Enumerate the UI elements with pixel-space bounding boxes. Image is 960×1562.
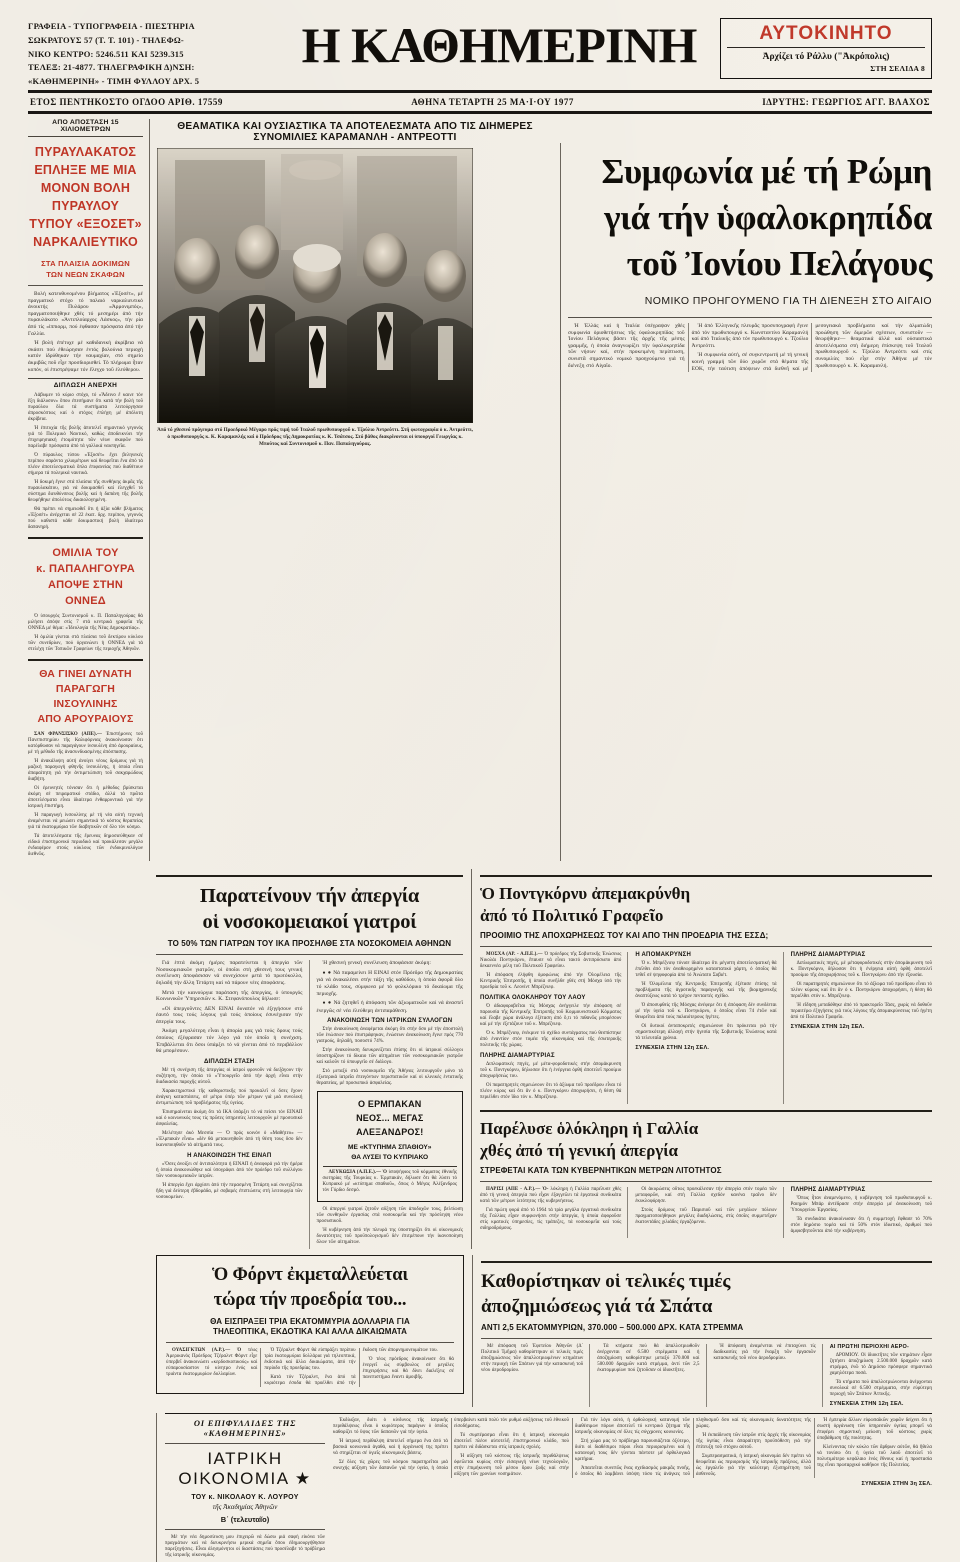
feuilleton-block [156,1413,932,1562]
ford-p4: Ὁ τέως πρόεδρος ἀνακοίνωσε ὅτι θά ἐνεργεῖ ὡς σύμβουλος σέ μεγάλες ἐπιχειρήσεις καί θά δίνει διαλέξεις σέ πανεπιστήμια ἔναντι ἀμοιβῆς. [362,1357,454,1381]
feuilleton-band [28,1413,932,1562]
main-headline [568,143,932,287]
masthead-rule-bottom [28,111,932,114]
papaligouras-body [28,614,143,653]
france-headline-line-1: Παρέλυσε ὁλόκληρη ἡ Γαλλία [480,1119,699,1139]
doctors-col1-text [156,960,303,1055]
france-col-2 [635,1187,783,1238]
middle-column [150,119,560,861]
missile-cont-p2: Ἡ ἐπιτυχία τῆς βολῆς ἀποτελεῖ σημαντικό γεγονός γιά τό Πολεμικό Ναυτικό, καθώς ἀποδεικνύει τήν ἐπιχειρησιακή ἑτοιμότητα τῶν νέων σκαφῶν πού παρέλαβε πρόσφατα ἀπό τά γαλλικά ναυπηγεῖα. [28,426,143,450]
spata-headline-line-1: Καθορίστηκαν οἱ τελικές τιμές [481,1271,731,1293]
france-col2-text [635,1187,776,1226]
podgorny-c3-p1: Διπλωματικές πηγές, μέ μέταφοροδοτικές στήν ἀπομάκρυνση τοῦ κ. Ποντγκόρνυ, δήλωσαν ὅτι ἡ ἐνέργεια αὐτή ὀρθή ἀποτελεῖ προοίμιο τῆς ἀποχωρήσεως τοῦ κ. Ποντγκόρνυ ἀπό τήν ἐξουσία. [790,961,932,979]
feuilleton-col0 [165,1535,325,1559]
insulin-p4: Ἡ παραγωγή ἰνσουλίνης μέ τή νέα αὐτή τεχνική ἀναμένεται νά μειώσει σημαντικά τό κόστος θεραπείας γιά τά ἑκατομμύρια τῶν διαβητικῶν σέ ὅλο τόν κόσμο. [28,813,143,831]
podgorny-col-1 [480,952,628,1104]
france-c1-p1 [480,1187,621,1205]
podgorny-headline-line-2: ἀπό τό Πολιτικό Γραφεῖο [480,906,664,926]
doctors-c1-x3: Ἐπισημαίνεται ἀκόμη ὅτι τά ΙΚΑ ὑπάρξει τό νά πείσει τόν ΕΙΝΑΠ καί ὁ κοινωνικός τους τίς πρῶτες ὑπηρεσίες λειτουργοῦν μέ προσωπικό ἀσφαλείας. [156,1109,303,1127]
promo-divider [727,47,925,48]
insulin-line-3: ΑΠΟ ΑΡΟΥΡΑΙΟΥΣ [37,713,134,726]
podgorny-continued: ΣΥΝΕΧΕΙΑ ΣΤΗΝ 12η ΣΕΛ. [635,1045,710,1052]
podgorny-c1-p2: Ἡ ἀπόφαση ἐλήφθη ὁμοφώνως ἀπό τήν Ὁλομέλεια τῆς Κεντρικῆς Ἐπιτροπῆς, ἡ ὁποία συνῆλθε χθές στή Μόσχα ὑπό τήν προεδρία τοῦ κ. Λεονίντ Μπρέζνιεφ. [480,973,622,991]
promo-title: ΑΥΤΟΚΙΝΗΤΟ [759,23,893,44]
publication-date: ΑΘΗΝΑ ΤΕΤΑΡΤΗ 25 ΜΑ·Ι·ΟΥ 1977 [411,97,574,107]
feuilleton-c3: Ἡ ἰατρική περίθαλψη ἀποτελεῖ σήμερα ἕνα ἀπό τά βασικά κοινωνικά ἀγαθά, καί ἡ ὀργάνωσή της πρέπει νά στηρίζεται σέ ὑγιεῖς οἰκονομικές βάσεις. [333,1439,448,1457]
doctors-columns [156,960,463,1249]
podgorny-col1-extra2 [480,1062,621,1101]
main-headline-line-1: Συμφωνία μέ τή Ρώμη [601,152,932,191]
promo-subtitle: Ἀρχίζει τό Ράλλυ ("Ἀκρόπολις) [762,52,890,62]
missile-body-p1: Βολή κατευθυνομένου βλήματος «Ἐξοσέτ», μέ πραγματικό στόχο τό παλαιό ναρκαλιευτικό ἀνοικτής Πυλάρου «Ἀρμονιμπός», πραγματοποιήθηκε χθές τό μεσημέρι ἀπό τήν πυραυλάκατο «Ἀντιπλοίαρχος Λάσκος», τήν ρία ἀπό τίς «ἱππιορμ, πού ἐφθασαν πρόσφατα ἀπό τήν Γαλλία. [28,291,143,337]
doctors-col1-extra [156,1068,303,1149]
doctors-c1-p4: Ἀκόμη μεγαλύτερη εἶναι ἡ ἀπορία μας γιά τούς ὅρους τούς ὁποίους ἐξέφρασαν τόν λόγο γιά τόν ὁποῖο ἡ συνέχιση. Ἐπιβάλλεται ὅτι ὅσοι ὑπάρξει τό νά γίνεται ἀπό τό περιβάλλον θά μπορέσουν. [156,1028,303,1055]
podgorny-c1-p4: Ὁ κ. Μπρέζνιεφ, ἐνέκρινε τό σχέδιο συντάγματος πού θεσπίστηκε ἀπό ἐναντίον στόν τομέα τῆς οἰκονομίας καί τῆς ἐσωτερικῆς πολιτικῆς τῆς χώρας. [480,1031,622,1049]
left-column [28,119,150,861]
doctors-subheadline: ΤΟ 50% ΤΩΝ ΓΙΑΤΡΩΝ ΤΟΥ ΙΚΑ ΠΡΟΣΗΛΘΕ ΣΤΑ ΝΟΣΟΚΟΜΕΙΑ ΑΘΗΝΩΝ [167,939,452,949]
missile-cont-p5: Θά πρέπει νά σημειωθεῖ ὅτι ἡ ἀξία κάθε βλήματος «Ἐξοσέτ» ἀνέρχεται σέ 22 ἑκατ. δρχ. περίπου, γεγονός πού καθιστά κάθε δοκιμαστική βολή ἰδιαίτερα δαπανηρή. [28,507,143,531]
imprint-line-1: ΓΡΑΦΕΙΑ - ΤΥΠΟΓΡΑΦΕΙΑ - ΠΙΕΣΤΗΡΙΑ [28,21,195,31]
feuilleton-layout [165,1418,932,1562]
founder-credit: ΙΔΡΥΤΗΣ: ΓΕΩΡΓΙΟΣ ΑΓΓ. ΒΛΑΧΟΣ [762,97,930,107]
photo-figures [157,148,473,423]
doctors-col1-extra2 [156,1162,303,1201]
france-c3-p2: Τά συνδικάτα ἀνακοίνωσαν ὅτι ἡ συμμετοχή ἔφθασε τό 70% στόν δημόσιο τομέα καί τό 50% στόν ἰδιωτικό, ἀριθμοί πού ἀμφισβητοῦνται ἀπό τήν κυβέρνηση. [790,1217,932,1235]
france-columns [480,1187,932,1238]
spata-side-title: ΑΙ ΠΡΩΤΗΙ ΠΕΡΙΟΧΗΙ ΑΕΡΟ- [829,1344,910,1351]
ford-sub-line-2: ΤΗΛΕΟΠΤΙΚΑ, ΕΚΔΟΤΙΚΑ ΚΑΙ ΑΛΛΑ ΔΙΚΑΙΩΜΑΤΑ [212,1327,408,1337]
podgorny-col1-text [480,952,621,991]
third-band-spacer [28,1255,156,1407]
france-col3-text [791,1196,932,1235]
missile-headline-line-1: ΠΥΡΑΥΛΑΚΑΤΟΣ [34,145,137,159]
lead-photo [157,148,473,423]
insulin-p2: Ἡ ἀνακάλυψη αὐτή ἀνοίγει νέους δρόμους γιά τή μαζική παραγωγή φθηνῆς ἰνσουλίνης, ἡ ὁποία εἶναι ἀπαραίτητη γιά τήν ἀντιμετώπιση τοῦ σακχαρώδους διαβήτη. [28,759,143,783]
spata-divider [481,1338,932,1339]
spata-c1: Μέ ἀπόφαση τοῦ Ἐφετείου Ἀθηνῶν (Δ΄ Πολιτικό Τμῆμα) καθορίστηκαν οἱ τελικές τιμές ἀποζημιώσεως τῶν ἀπαλλοτριωμένων κτημάτων στήν περιοχή τῶν Σπάτων γιά τήν κατασκευή τοῦ νέου ἀεροδρομίου. [481,1344,584,1374]
left-divider-3 [28,659,143,661]
missile-kicker: ΑΠΟ ΑΠΟΣΤΑΣΗ 15 ΧΙΛΙΟΜΕΤΡΩΝ [28,119,143,137]
podgorny-label-4: ΠΛΗΡΗΣ ΔΙΑΜΑΡΤΥΡΙΑΣ [790,952,866,959]
podgorny-label-2: Η ΑΠΟΜΑΚΡΥΝΣΗ [635,952,691,959]
main-body-p1: Ἡ Ἑλλάς καί ἡ Ἰταλία ὑπέγραψαν χθές συμφωνία ὁριοθετήσεως τῆς ὑφαλοκρηπίδας τοῦ Ἰονίου Πελάγους βάσει τῆς ἀρχῆς τῆς μέσης γραμμῆς, ἡ ὁποία ἀναγνωρίζει τήν ὑφαλοκρηπίδα τῶν νήσων καί, στήν προκειμένη περίπτωση, συνιστᾶ σημαντικό νομικό προηγούμενο γιά τή διένεξη στό Αἰγαῖο. [568,323,685,369]
missile-headline-line-3: ΜΟΝΟΝ ΒΟΛΗ [40,181,131,195]
france-divider [480,1181,932,1182]
missile-headline-line-2: ΕΠΛΗΞΕ ΜΕ ΜΙΑ [34,163,137,177]
missile-cont-p1: Λάβωμεν τό κύριο στόχο, τό «Ἄδεινο ἔ καινε τόν ἕξη διάλυσον» ὅπου ἐπεσήμανε ὅτι κατά τήν βολή τοῦ πυραύλου ὅλα τά συστήματα λειτούργησαν ἀπροσκόπτως καί ὁ στόχος ἐπλήγη μέ ἀπόλυτη ἀκρίβεια. [28,393,143,423]
logo-wrap [278,14,720,74]
doctors-c1-p1: Γιά ἑπτά ἀκόμη ἡμέρες παρατείνεται ἡ ἀπεργία τῶν Νοσοκομειακῶν γιατρῶν, οἱ ὁποῖοι στή χθεσινή τους γενική συνέλευση ἀποφάσισαν νά συνεχίσουν μετά τό πρωτόκολλο, δηλαδή τήν ἄλλη Τετάρτη καί νά πάρουν νέες ἀποφάσεις. [156,960,303,986]
doctors-c1-x2: Χαρακτηριστικό τῆς καθοριστικῆς πού προκαλεῖ οἱ ὅσες ἔχουν ἀνάγκη καταστάσεις, σέ μέτρο ὑπέρ τῶν μέτρων γιά μιά συνολική ἀντιμετώπιση τοῦ προβλήματος τῆς ὑγείας. [156,1088,303,1106]
missile-cont-p4: Ἡ δοκιμή ἔγινε στά πλαίσια τῆς συνθήκης ἀκρᾶς τῆς πυραυλακάτου, γιά νά δοκιμασθεῖ καί ἐλεγχθεῖ τό σύστημα διευθύνσεως βολῆς καί ἡ δαπάνη τῆς βολῆς θεωρήθηκε ἀπολύτως δικαιολογημένη. [28,480,143,504]
podgorny-c1-p6: Οἱ παρατηρητές σημειώνουν ὅτι τό ἀξίωμα τοῦ προέδρου εἶναι τό πλέον κύρος καί ὅτι ἄν ὁ κ. Ποντγκόρνυ ἀποχωρήσει, ἡ θέση θά περιέλθει στόν ἴδιο τόν κ. Μπρέζνιεφ. [480,1083,622,1101]
podgorny-columns [480,952,932,1104]
podgorny-c2-p1: Ὁ κ. Μπρέζνιεφ τόνισε ἰδιαίτερα ὅτι μέγιστη ἀποτελεσματική θά ἐπέλθει ἀπό τόν ἀναθεωρημένο καταστατικό χάρτη, ὁ ὁποῖος θά τεθεῖ σέ ψηφοφορία ἀπό τό Ἀνώτατο Σοβιέτ. [635,961,777,979]
insulin-p1: ΣΑΝ ΦΡΑΝΣΙΣΚΟ (ΑΠΕ).— Ἐπιστήμονες τοῦ Πανεπιστημίου τῆς Καλιφόρνιας ἀνακοίνωσαν ὅτι κατόρθωσαν νά παραγάγουν ἰνσουλίνη ἀπό ἀρουραίους, μέ τή μέθοδο τῆς ἀνασυνδυασμένης ἀπόσπασης. [28,732,143,756]
france-c2-p1: Οἱ ἀκυρώσεις οὕτως προεκάλεσαν τήν ἀπεργία στόν τομέα τῶν μεταφορῶν, καί στή Γαλλία σχεδόν κανένα τραῖνο δέν ἐκυκλοφόρησε. [635,1187,777,1205]
feuilleton-label-rule [165,1443,325,1444]
feuilleton-spacer [28,1413,156,1562]
missile-cont-p3: Ὁ πύραυλος τύπου «Ἐξοσέτ» ἔχει βεληνεκές περίπου σαράντα χιλιομέτρων καί θεωρεῖται ἕνα ἀπό τά πλέον ἀποτελεσματικά ὅπλα ἐπιφανείας πού διαθέτουν σήμερα τά πολεμικά ναυτικά. [28,453,143,477]
ford-agency: ΟΥΑΣΙΓΚΤΩΝ (Α.Ρ.).— Ὁ [172,1348,242,1354]
podgorny-c2-p3: Ὁ ἀποσυρθείς τῆς Μόσχας ἀνέφερε ὅτι ἡ ἀπόφαση δέν συνδέεται μέ τήν ὑγεία τοῦ κ. Ποντγκόρνυ, ὁ ὁποῖος εἶναι 74 ἐτῶν καί θεωρεῖται ἀπό τούς παλαιότερους ἡγέτες. [635,1003,777,1021]
edition-number: ΕΤΟΣ ΠΕΝΤΗΚΟΣΤΟ ΟΓΔΟΟ ΑΡΙΘ. 17559 [30,97,223,107]
doctors-c2-x1: Στήν ἀνακοίνωση διευκρινίζεται ἐπίσης ὅτι οἱ ἰατρικοί σύλλογοι ὑποστηρίζουν τό δίκαιο τῶν αἰτημάτων τῶν νοσοκομειακῶν γιατρῶν καί καλοῦν τό ὑπουργεῖο σέ διάλογο. [316,1048,463,1066]
doctors-c2-p5: Στήν ἀνακοίνωση ἀναφέρεται ἀκόμη ὅτι στήν ὅσο μέ τήν ἀποστολή τῶν ἑνώσεων πού ἐπιστράφηκαν, ἑνώσεων ἀνακοίνωση ἔγινε πρός 770 γιατρούς, δηλαδή, ποσοστό 74%. [316,1027,463,1045]
feuilleton-extra-3: Στή χώρα μας τό πρόβλημα παρουσιάζεται ὀξύτερο, διότι οἱ διαθέσιμοι πόροι εἶναι περιορισμένοι καί ἡ κατανομή τους δέν γίνεται πάντοτε μέ ὀρθολογικά κριτήρια. [575,1439,690,1463]
feuilleton-columns [333,1418,932,1562]
france-col-1 [480,1187,628,1238]
erbakan-title-line-1: Ο ΕΡΜΠΑΚΑΝ [357,1099,422,1110]
ford-body [166,1348,454,1387]
spata-top-rule [481,1261,932,1263]
feuilleton-affiliation: τῆς Ἀκαδημίας Ἀθηνῶν [212,1503,278,1512]
france-agency: ΠΑΡΙΣΙ (ΑΠΕ - Α.Ρ.).— Ὁ- [486,1187,549,1193]
feuilleton-top-rule [165,1413,932,1414]
erbakan-box-body [323,1170,458,1194]
papaligouras-line-2: κ. ΠΑΠΑΛΗΓΟΥΡΑ [36,563,135,576]
promo-box-autokinito[interactable] [720,18,932,79]
ford-headline [166,1263,454,1313]
podgorny-divider [480,946,932,947]
podgorny-col-2 [635,952,783,1104]
papaligouras-p2: Ἡ ὁμιλία γίνεται στά πλαίσια τοῦ δεκτίρου κύκλου τῶν συνεδρίων, πού ὀργανώνει ἡ ΟΝΝΕΔ γιά τά στελέχη τῶν Τοπικῶν Γραφείων τῆς περιοχῆς Ἀθηνῶν. [28,635,143,653]
spata-subheadline: ΑΝΤΙ 2,5 ΕΚΑΤΟΜΜΥΡΙΩΝ, 370.000 – 500.000 ΔΡΧ. ΚΑΤΑ ΣΤΡΕΜΜΑ [481,1323,744,1333]
france-col1-text [480,1187,621,1232]
podgorny-c2-p2: Ἡ Ὁλομέλεια τῆς Κεντρικῆς Ἐπιτροπῆς ἐξέτασε ἐπίσης τά προβλήματα τῆς ἀγροτικῆς παραγωγῆς καί τῆς βιομηχανικῆς ἀναπτύξεως κατά τό τρέχον πενταετές σχέδιο. [635,982,777,1000]
doctors-label-4: ΑΝΑΚΟΙΝΩΣΗ ΤΩΝ ΙΑΤΡΙΚΩΝ ΣΥΛΛΟΓΩΝ [327,1018,453,1025]
doctors-c2-p1: Ἡ χθεσινή γενική συνέλευση ἀποφάσισε ἀκόμη: [322,960,431,967]
doctors-label-2: Η ΑΝΑΚΟΙΝΩΣΗ ΤΗΣ ΕΙΝΑΠ [187,1152,272,1159]
spata-headline [481,1269,932,1319]
podgorny-col1-extra [480,1004,621,1049]
main-headline-line-2: γιά τήν ὑφαλοκρηπίδα [604,198,932,237]
papaligouras-line-1: ΟΜΙΛΙΑ ΤΟΥ [52,547,119,560]
france-subheadline: ΣΤΡΕΦΕΤΑΙ ΚΑΤΑ ΤΩΝ ΚΥΒΕΡΝΗΤΙΚΩΝ ΜΕΤΡΩΝ ΛΙΤΟΤΗΤΟΣ [480,1166,722,1176]
doctors-top-rule [156,875,463,877]
feuilleton-part-rule [165,1529,325,1530]
missile-body [28,291,143,373]
podgorny-c1-p5: Διπλωματικές πηγές, μέ μέτα-φοροδοτικές στήν ἀπομάκρυνση τοῦ κ. Ποντγκόρνυ, δήλωσαν ὅτι ἡ ἐνέργεια ὀρθή ἀποτελεῖ προοίμιο ἀποχωρήσεώς του. [480,1062,622,1080]
doctors-col2-tail [317,1207,464,1246]
erbakan-title-line-3: ΑΛΕΞΑΝΔΡΟΣ! [356,1127,424,1138]
feuilleton-extra-8: Κλείνοντας τόν κύκλο τῶν ἄρθρων αὐτῶν, θά ἤθελα νά τονίσω ὅτι ἡ ὑγεία τοῦ λαοῦ ἀποτελεῖ τό πολυτιμότερο κεφάλαιο ἑνός ἔθνους καί ἡ προστασία της εἶναι πρωταρχικό καθῆκον τῆς Πολιτείας. [817,1445,932,1469]
spata-c4-p1: ΔΡΟΜΙΟΥ. Οἱ ἰδιοκτῆτες τῶν κτημάτων εἶχαν ζητήσει ἀποζημίωση 2.500.000 δραχμῶν κατά στρέμμα, ἐνῶ τό Δημόσιο πρόσφερε σημαντικά χαμηλότερα ποσά. [829,1353,932,1377]
feuilleton-c2: Ἐκδίωξαν, διότι ὁ κίνδυνος τῆς ἰατρικῆς περιθάλψεως εἶναι ὁ κυριότερος παράγων ὁ ὁποῖος καθορίζει τό ὕψος τῶν δαπανῶν γιά τήν ὑγεία. [333,1418,448,1436]
feuilleton-extra-1: Ἡ αὔξηση τοῦ κόστους τῆς ἰατρικῆς περιθάλψεως ὀφείλεται κυρίως στήν εἰσαγωγή νέων τεχνολογιῶν, στήν ἐπιμήκυνση τοῦ μέσου ὅρου ζωῆς καί στήν αὔξηση τῶν χρονίων νοσημάτων. [454,1454,569,1478]
doctors-c1-y2: Ἡ ἀπεργία ἔχει ἀρχίσει ἀπό τήν περασμένη Τετάρτη καί συνεχίζεται ἤδη γιά δεύτερη ἑβδομάδα, μέ σοβαρές ἐπιπτώσεις στή λειτουργία τῶν νοσοκομείων. [156,1182,303,1200]
france-col-3 [791,1187,932,1238]
spata-c3: Ἡ ἀπόφαση ἀναμένεται νά ἐπιταχύνει τίς διαδικασίες γιά τήν ἔναρξη τῶν ἐργασιῶν κατασκευῆς τοῦ νέου ἀεροδρομίου. [713,1344,816,1362]
feuilleton-author: ΤΟΥ κ. ΝΙΚΟΛΑΟΥ Κ. ΛΟΥΡΟΥ [191,1494,299,1502]
imprint-block [28,14,278,89]
spata-col-4 [830,1344,932,1407]
promo-page-ref: ΣΤΗ ΣΕΛΙΔΑ 8 [870,64,925,73]
third-band [28,1255,932,1407]
feuilleton-text [333,1418,932,1478]
second-band-spacer [28,869,156,1249]
ford-story [156,1255,472,1407]
left-divider-2 [28,537,143,539]
ford-p3: Κατά τόν Τζέραλντ, ἕνα ἀπό τά κυριότερα ἐσοδα θά προέλθει ἀπό τήν ἔκδοση τῶν ἀπομνημονευμάτων του. [264,1348,438,1387]
podgorny-continued-2: ΣΥΝΕΧΕΙΑ ΣΤΗΝ 12η ΣΕΛ. [790,1024,865,1031]
erbakan-body-p [323,1170,458,1194]
missile-headline-line-5: ΤΥΠΟΥ «ΕΞΟΣΕΤ» [29,217,142,231]
erbakan-title-line-2: ΝΕΟΣ... ΜΕΓΑΣ [356,1113,424,1124]
doctors-c1-y1: «Ὅσες ἀνοίξει σέ ἀντιπαλότητα ἡ ΕΙΝΑΠ ἡ ἀναφορά γιά τήν ἡμέρα ἡ ὁποία ἀνακοινώθηκε καί ὑπογράφει ἀπό τόν πρόεδρο τοῦ συλλόγου τῶν νοσοκομειακῶν ἰατρῶν. [156,1161,303,1179]
erbakan-box[interactable] [317,1091,464,1202]
insulin-p3: Οἱ ἐρευνητές τόνισαν ὅτι ἡ μέθοδος βρίσκεται ἀκόμη σέ πειραματικό στάδιο, ἀλλά τά πρῶτα ἀποτελέσματα εἶναι ἰδιαίτερα ἐνθαρρυντικά γιά τήν ἰατρική ἐπιστήμη. [28,786,143,810]
podgorny-top-rule [480,875,932,877]
imprint-line-2: ΣΩΚΡΑΤΟΥΣ 57 (Τ. Τ. 101) - ΤΗΛΕΦΩ- [28,34,184,45]
feuilleton-c5: Τό συμπέρασμα εἶναι ὅτι ἡ ἰατρική οἰκονομία ἀποτελεῖ πλέον αὐτοτελῆ ἐπιστημονικό κλάδο, πού πρέπει νά διδάσκεται στίς ἰατρικές σχολές. [454,1433,569,1451]
missile-body-cont [28,393,143,531]
right-column [560,143,932,861]
podgorny-col2-text [635,961,776,1042]
feuilleton-extra-5: Ἡ ἐκπαίδευση τῶν ἰατρῶν στίς ἀρχές τῆς οἰκονομίας τῆς ὑγείας εἶναι ἀπαραίτητη προϋπόθεση γιά τήν ἐπίτευξη τοῦ στόχου αὐτοῦ. [696,1433,811,1451]
doctors-c1-p2: Μετά τήν καινούργια παράταση τῆς ἀπεργίας, ὁ ὑπουργός Κοινωνικῶν Ὑπηρεσιῶν κ. Κ. Στεφανόπουλος δήλωσε: [156,989,303,1003]
left-section-label-1: ΔΙΠΛΩΣΗ ΑΝΕΡΧΗ [28,378,143,389]
feuilleton-part: Β΄ (τελευταῖο) [220,1515,270,1525]
doctors-headline [156,883,463,935]
podgorny-label-3: ΠΛΗΡΗΣ ΔΙΑΜΑΡΤΥΡΙΑΣ [480,1053,555,1060]
doctors-label-1: ΔΙΠΛΩΣΗ ΣΤΑΣΗ [204,1058,255,1065]
spata-col-1 [481,1344,590,1407]
spata-continued: ΣΥΝΕΧΕΙΑ ΣΤΗΝ 12η ΣΕΛ. [829,1401,904,1408]
insulin-headline [28,667,143,727]
insulin-agency: ΣΑΝ ΦΡΑΝΣΙΣΚΟ (ΑΠΕ).— [34,732,102,738]
feuilleton-extra-7: Ἡ ἐμπειρία ἄλλων εὐρωπαϊκῶν χωρῶν δείχνει ὅτι ἡ σωστή ὀργάνωση τῶν ὑπηρεσιῶν ὑγείας μπορεῖ νά ἐπιφέρει σημαντική μείωση τοῦ κόστους χωρίς ὑποβάθμιση τῆς ποιότητας. [817,1418,932,1442]
left-divider-1 [28,285,143,286]
podgorny-col-3 [791,952,932,1104]
podgorny-c1-p3: Ὁ ἀδιαφοροβεῖται τίς Μόσχας ἀνήγγειλε τήν ἀπόφαση σέ παρουσία τῆς Κεντρικῆς Ἐπιτροπῆς τοῦ Κομμουνιστικοῦ Κόμματος καί ἔλαβε χώρα ἀνάλογα ἐξέταση ἀπό ὅ,τι τό πιθανῶς μπορέσουν καί μέ τήν ἐξετάζουν τοῦ κ. Μπρέζνιεφ. [480,1004,622,1028]
podgorny-label-1: ΠΟΛΙΤΙΚΑ ΟΛΟΚΛΗΡΟΥ ΤΟΥ ΛΑΟΥ [480,995,586,1002]
doctors-col2-text [317,960,464,1014]
ford-p1 [166,1348,257,1378]
main-body-p3: Ἡ συμφωνία αὐτή, σέ συγκεντρωτή μέ τή γενική κοινή γραμμή τῶν δύο χωρῶν στά θέματα τῆς ΕΟΚ, τήν ταύτιση ἀπόψεων στά διεθνῆ καί μέ μεσογειακά προβλήματα καί τήν ἀλματώδη προώθηση τῶν διμερῶν σχέσεων, συνιστοῦν —θεωρήθηκε— θεαματικά ἀλλά καί οὐσιαστικά ἀποτελέσματα στή διήμερη ἐπίσκεψη τοῦ Ἰταλοῦ πρωθυπουργοῦ κ. Τζούλιο Ἀντρεόττι καί στίς συνομιλίες πού εἶχε στήν Ἀθήνα μέ τόν πρωθυπουργό κ. Κ. Καραμανλή. [691,323,932,372]
feuilleton-extra-6: Συμπερασματικά, ἡ ἰατρική οἰκονομία δέν πρέπει νά θεωρεῖται ὡς περιορισμός τῆς ἰατρικῆς πράξεως, ἀλλά ὡς ἐργαλεῖο γιά τήν καλύτερη ἐξυπηρέτηση τοῦ ἀσθενοῦς. [696,1454,811,1478]
main-body-p2: Ἡ ἀπό Ἑλληνικῆς πλευρᾶς προσυπογραφή ἔγινε ἀπό τόν πρωθυπουργό κ. Κωνσταντίνο Καραμανλή καί ἀπό Ἰταλικῆς ἀπό τόν πρωθυπουργό κ. Τζούλιο Ἀντρεόττι. [691,323,809,349]
podgorny-col3-text [791,961,932,1021]
podgorny-c1-text: Ὁ πρόεδρος τῆς Σοβιετικῆς Ἑνώσεως Νικολάι Ποντγκόρνυ, ἔπαυσε νά εἶναι τακτό ἀντιπρόσωπο ἀπό δεκαεννέα μέλη τοῦ Πολιτικοῦ Γραφείου. [480,952,622,970]
doctors-story [156,869,472,1249]
doctors-headline-line-1: Παρατείνουν τήν ἀπεργία [199,885,420,908]
papaligouras-p1: Ὁ ὑπουργός Συντονισμοῦ κ. Π. Παπαληγούρας θά μιλήσει ἀπόψε στίς 7 στά κεντρικά γραφεῖα τῆς ΟΝΝΕΔ μέ θέμα: «Ἰδεολογία τῆς Νέας Δημοκρατίας». [28,614,143,632]
france-label: ΠΛΗΡΗΣ ΔΙΑΜΑΡΤΥΡΙΑΣ [790,1187,866,1194]
insulin-p5: Τά ἀποτελέσματα τῆς ἔρευνας δημοσιεύθηκαν σέ εἰδικό ἐπιστημονικό περιοδικό καί προκάλεσαν μεγάλο ἐνδιαφέρον στούς κύκλους τῶν ἐνδοκρινολόγων διεθνῶς. [28,834,143,858]
spata-headline-line-2: ἀποζημιώσεως γιά τά Σπάτα [481,1296,713,1318]
missile-body-p2: Ἡ βολή ἐπέτυχε μέ καθιδανική ἀκρίβεια νά σκάσει πού ἐθεώρησαν ἐντός βολούνια περιοχή κατόν ἱδρύθηκαν τήν ναυμαχίαν, στό σημείο ἀκριβῶς ποῦ εἶχε προσδιορισθεί. Τό πλήρωμα ἦταν κοπόν, οἱ ἐπιστρέψαμε τόν ἔλεγχο τοῦ ἐλεύθερου. [28,340,144,373]
spata-col3-text [714,1344,816,1362]
france-c1-p2: Γιά πρώτη φορά ἀπό τό 1964 τά τρία μεγάλα ἐργατικά συνδικάτα τῆς Γαλλίας εἶχαν συμφωνήσει στήν ἀπεργία, ἡ ὁποία ἀφοροῦσε στίς κρατικές ὑπηρεσίες, τίς τράπεζες, τά νοσοκομεῖα καί τούς σιδηροδρόμους. [480,1208,622,1232]
ford-subheadline [166,1317,454,1337]
ford-headline-line-1: Ὁ Φόρντ ἐκμεταλλεύεται [212,1265,408,1286]
doctors-col-1 [156,960,310,1249]
france-headline-line-2: χθές ἀπό τή γενική ἀπεργία [480,1141,678,1161]
imprint-line-5: «ΚΑΘΗΜΕΡΙΝΗ» - ΤΙΜΗ ΦΥΛΛΟΥ ΔΡΧ. 5 [28,76,200,87]
podgorny-c2-p4: Οἱ δυτικοί ἀνταποκριτές σημειώνουν ὅτι πρόκειται γιά τήν σημαντικότερη ἀλλαγή στήν ἡγεσία τῆς Σοβιετικῆς Ἑνώσεως κατά τά τελευταῖα χρόνια. [635,1024,777,1042]
erbakan-box-title [323,1097,458,1139]
podgorny-c3-p2: Οἱ παρατηρητές σημειώνουν ὅτι τό ἀξίωμα τοῦ προέδρου εἶναι τό πλέον κύρους καί ὅτι ἄν ὁ κ. Ποντγκόρνυ ἀποχωρήσει, ἡ θέση θά περιέλθει στόν κ. Μπρέζνιεφ. [790,982,932,1000]
feuilleton-extra-2: Γιά τόν λόγο αὐτό, ἡ ὀρθολογική κατανομή τῶν διαθέσιμων πόρων ἀποτελεῖ τό κεντρικό ζήτημα τῆς ἰατρικῆς οἰκονομίας σέ ὅλες τίς σύγχρονες κοινωνίες. [575,1418,690,1436]
main-subheadline: ΝΟΜΙΚΟ ΠΡΟΗΓΟΥΜΕΝΟ ΓΙΑ ΤΗ ΔΙΕΝΕΞΗ ΣΤΟ ΑΙΓΑΙΟ [644,295,932,307]
podgorny-c3-p3: Ἡ εἴδηση μεταδόθηκε ἀπό τό πρακτορεῖο Τάσς, χωρίς νά δοθοῦν περαιτέρω ἐξηγήσεις γιά τούς λόγους τῆς ἀπομακρύνσεως τοῦ ἡγέτη ἀπό τό Πολιτικό Γραφεῖο. [790,1003,932,1021]
erbakan-box-sub [323,1143,458,1163]
lead-photo-block [157,148,473,448]
ford-headline-line-2: τώρα τήν προεδρία του... [213,1290,407,1311]
imprint-line-4: ΤΕΛΕΞ: 21-4877. ΤΗΛΕΓΡΑΦΙΚΗ Δ)ΝΣΗ: [28,62,195,73]
erbakan-sub-line-2: ΘΑ ΛΥΣΕΙ ΤΟ ΚΥΠΡΙΑΚΟ [351,1154,429,1162]
france-top-rule [480,1110,932,1112]
podgorny-c1-p1 [480,952,621,970]
doctors-c2-p3: ● ● Νά ζητηθεῖ ἡ ἀπόφαση τῶν ἀξιωματικῶν καί νά ἀναστεῖ ἐνεργῶς σέ νέα ἐλεύθερη ἀντιπαράθεση. [317,1000,464,1014]
podgorny-headline [480,883,932,927]
france-c1-text: λόκληρη ἡ Γαλλία παρέλυσε χθές ἀπό τή γενική ἀπεργία πού εἶχαν ἐξαγγείλει τά ἐργατικά συνδικάτα κατά τῶν μέτρων λιτότητος τῆς κυβερνήσεως. [480,1187,622,1205]
erbakan-sub-line-1: ΜΕ «ΚΤΥΠΗΜΑ ΣΠΑΘΙΟΥ» [348,1144,432,1152]
insulin-body [28,732,143,858]
erbakan-body-text: ὑποψήφιος τοῦ κόμματος ἐθνικῆς σωτηρίας τῆς Τουρκίας κ. Ἐρμπακάν, δήλωσε ὅτι θά λύσει τό Κυπριακό μέ «κτύπημα σπαθιοῦ», ὅπως ὁ Μέγας Ἀλέξανδρος τόν Γόρδιο δεσμό. [322,1170,457,1194]
doctors-c2-p2: ● ● Νά παραμείνει Η ΕΙΝΑΙ στόν Πρόεδρο τῆς Δημοκρατίας γιά νά ἀνακαλέσει στήν τάξη τῆς καθόδου, ἡ ὁποία ἀφορᾶ ὅλο τό κλάδο τους, σύμφωνα μέ τό φολκλόρικο τό δικαίωμα τῆς περιοχῆς. [317,970,464,997]
doctors-headline-line-2: οἱ νοσοκομειακοί γιατροί [202,911,417,934]
missile-sub-line-2: ΤΩΝ ΝΕΩΝ ΣΚΑΦΩΝ [46,270,125,279]
doctors-c2-t2: Ἡ κυβέρνηση ἀπό τήν πλευρά της ὑποστηρίζει ὅτι οἱ οἰκονομικές δυνατότητες τοῦ προϋπολογισμοῦ δέν ἐπιτρέπουν τήν ἱκανοποίηση ὅλων τῶν αἰτημάτων. [316,1228,463,1246]
erbakan-agency: ΛΕΥΚΩΣΙΑ (Α.Π.Ε.).— Ὁ [328,1170,387,1176]
masthead [28,0,932,90]
feuilleton-title: ΙΑΤΡΙΚΗ ΟΙΚΟΝΟΜΙΑ ★ [178,1449,312,1489]
france-c2-p2: Στούς δρόμους τοῦ Παρισιοῦ καί τῶν μεγάλων πόλεων πραγματοποιήθηκαν μεγάλες διαδηλώσεις, στίς ὁποῖες συμμετεῖχαν ἑκατοντάδες χιλιάδες ἐργαζόμενοι. [635,1208,777,1226]
main-headline-line-3: τοῦ Ἰονίου Πελάγους [626,244,932,283]
missile-headline-line-4: ΠΥΡΑΥΛΟΥ [51,199,120,213]
doctors-c1-x4: Μελέτησε ἀκό Μεσσία — Ὁ πρός κοινόν ὁ «Μαθήτευ» — «Ἑλμπακάν εἶναι» «δέν θά μετακινηθοῦν ἀπό τή θέση τους ὅσο δέν ἱκανοποιηθοῦν τά αἰτήματά τους. [156,1130,303,1148]
feuilleton-continued: ΣΥΝΕΧΕΙΑ ΣΤΗΝ 3η ΣΕΛ. [861,1481,932,1488]
ford-divider [166,1342,454,1343]
newspaper-logo: Η ΚΑΘΗΜΕΡΙΝΗ [301,17,697,73]
top-banner-karamanlis: ΘΕΑΜΑΤΙΚΑ ΚΑΙ ΟΥΣΙΑΣΤΙΚΑ ΤΑ ΑΠΟΤΕΛΕΣΜΑΤΑ ΑΠΟ ΤΙΣ ΔΙΗΜΕΡΕΣ ΣΥΝΟΜΙΛΙΕΣ ΚΑΡΑΜΑΝΛΗ - ΑΝΤΡΕΟΤΤΙ [177,121,533,143]
feuilleton-label: ΟΙ ΕΠΙΦΥΛΛΙΔΕΣ ΤΗΣ «ΚΑΘΗΜΕΡΙΝΗΣ» [193,1418,297,1439]
feuilleton-extra-4: Ἀπαιτεῖται συνεπῶς ἕνας σχεδιασμός μακρᾶς πνοῆς, ὁ ὁποῖος θά λαμβάνει ὑπόψη τόσο τίς ἀνάγκες τοῦ πληθυσμοῦ ὅσο καί τίς οἰκονομικές δυνατότητες τῆς χώρας. [575,1418,811,1478]
missile-subheadline [28,258,143,280]
lead-photo-caption: Ἀπό τό χθεσινό πρόγευμα στό Προεδρικό Μέγαρο πρός τιμή τοῦ Ἰταλοῦ πρωθυπουργοῦ κ. Τζούλιο Ἀντρεόττι. Στή φωτογραφία ὁ κ. Ἀντρεόττι, ὁ πρωθυπουργός κ. Κ. Καραμανλής καί ὁ Πρόεδρος τῆς Δημοκρατίας κ. Κ. Τσάτσος. Στό βάθος διακρίνονται οἱ ὑπουργοί Γεωργίας κ. Μπούτος καί Συντονισμοῦ κ. Παν. Παπαληγούρας. [157,427,473,447]
imprint-line-3: ΝΙΚΟ ΚΕΝΤΡΟ: 5246.511 ΚΑΙ 5239.315 [28,48,184,59]
france-headline [480,1118,932,1162]
page-content [28,119,932,861]
podgorny-agency: ΜΟΣΧΑ (ΑΡ. - Α.Π.Ε.).— [486,952,543,958]
spata-col-2 [597,1344,706,1407]
missile-headline [28,143,143,251]
podgorny-headline-line-1: Ὁ Ποντγκόρνυ ἀπεμακρύνθη [480,884,691,904]
main-body [568,323,932,372]
spata-col4-text [830,1353,932,1398]
insulin-line-2: ΠΑΡΑΓΩΓΗ ΙΝΣΟΥΛΙΝΗΣ [53,683,118,711]
feuilleton-c4: Σέ ὅλες τίς χῶρες τοῦ κόσμου παρατηρεῖται μιά συνεχής αὔξηση τῶν δαπανῶν γιά τήν ὑγεία, ἡ ὁποία ὑπερβαίνει κατά πολύ τόν ρυθμό αὐξήσεως τοῦ ἐθνικοῦ εἰσοδήματος. [333,1418,569,1472]
main-divider [568,317,932,318]
ford-p2: Ὁ Τζέραλντ Φόρντ θά εἰσπράξει περίπου τρία ἑκατομμύρια δολλάρια γιά τηλεοπτικά, ἐκδοτικά καί ἄλλα δικαιώματα, ἀπό τήν περίοδο τῆς προεδρίας του. [264,1348,356,1372]
dateline-bar [28,93,932,111]
feuilleton-c1: Μέ τήν νέα δημοσίευση μου ἐπιχειρῶ νά δώσω μιά σαφή εἰκόνα τῶν πραγμάτων καί νά διευκρινήσω μερικά σημεῖα ὅπου ἐδημιουργήθησαν παρεξηγήσεις. Εἶναι ἀλησμόνητοι οἱ διαστάσεις πού προσέλαβε τό πρόβλημα τῆς ἰατρικῆς οἰκονομίας. [165,1535,325,1559]
doctors-c2-x2: Στό μεταξύ στά νοσοκομεῖα τῆς Ἀθήνας λειτουργοῦν μόνο τά ἐξωτερικά ἰατρεῖα ἐπειγόντων περιστατικῶν καί οἱ κλινικές ἐντατικῆς θεραπείας, μέ προσωπικό ἀσφαλείας. [316,1069,463,1087]
missile-sub-line-1: ΣΤΑ ΠΛΑΙΣΙΑ ΔΟΚΙΜΩΝ [41,259,130,268]
papaligouras-line-3: ΑΠΟΨΕ ΣΤΗΝ ΟΝΝΕΔ [48,579,123,608]
doctors-col2-extra [317,1027,464,1087]
ford-c1: τέως Ἀμερικανός Πρόεδρος Τζέραλντ Φόρντ εἶχε ὑπερβεῖ ἀνακοινώσει «κερδοσκοπικούς» καί εὐπαρουσίαστον τό κίνητρο ἑνός καί τριάντα ἑκατομμυρίων δολλαρίων. [166,1348,258,1378]
lead-story-row [157,148,553,448]
france-c3-p1: Ὅπως ἦταν ἀναμενόμενο, ἡ κυβέρνηση τοῦ πρωθυπουργοῦ κ. Ραιημόν Μπάρ ἀντέδρασε στήν ἀπεργία μέ ἀνακοίνωση τοῦ Ὑπουργείου Ἐργασίας. [790,1196,932,1214]
spata-col-3 [714,1344,823,1407]
doctors-c1-p3: «Οἱ ἀπεργοῦντες ΔΕΝ ΕΙΝΑΙ δυνατόν νά ἐξηγήσουν στό ἑαυτό τους τούς λόγους γιά τούς ὁποίους ἐσυνέχισαν τήν ἀπεργία τους. [156,1005,303,1025]
papaligouras-headline [28,545,143,609]
podgorny-subheadline: ΠΡΟΟΙΜΙΟ ΤΗΣ ΑΠΟΧΩΡΗΣΕΩΣ ΤΟΥ ΚΑΙ ΑΠΟ ΤΗΝ ΠΡΟΕΔΡΙΑ ΤΗΣ ΕΣΣΔ; [480,931,769,941]
feuilleton-masthead [165,1418,325,1562]
doctors-c1-x1: Μέ τή συνέχιση τῆς ἀπεργίας οἱ ἰατροί φρονοῦν νά διεξάγουν τήν συζήτηση, τήν ὁποία τό «Ὑπουργεῖο ἀπό τήν ἀρχή εἶναι στήν διαδικασία παροχῆς αὐτοῦ. [156,1067,303,1085]
ford-frame [156,1255,464,1394]
right-band-column [472,869,932,1249]
spata-col2-text [597,1344,699,1374]
spata-c2: Τά κτήματα πού θά ἀπαλλοτριωθοῦν ἀνέρχονται σέ 6.500 στρέμματα καί ἡ ἀποζημίωση καθορίστηκε μεταξύ 370.000 καί 500.000 δραχμῶν κατά στρέμμα, ἀντί τῶν 2,5 ἑκατομμυρίων πού ζητοῦσαν οἱ ἰδιοκτῆτες. [597,1344,700,1374]
insulin-line-1: ΘΑ ΓΙΝΕΙ ΔΥΝΑΤΗ [39,668,132,681]
erbakan-box-divider [323,1166,458,1167]
spata-columns [481,1344,932,1407]
ford-sub-line-1: ΘΑ ΕΙΣΠΡΑΞΕΙ ΤΡΙΑ ΕΚΑΤΟΜΜΥΡΙΑ ΔΟΛΛΑΡΙΑ ΓΙΑ [210,1317,410,1327]
spata-col1-text [481,1344,583,1374]
spata-story [472,1255,932,1407]
doctors-col-2 [317,960,464,1249]
doctors-divider [156,954,463,955]
spata-c4-p2: Τά κτήματα πού ἀπαλλοτριώνονται ἀνέρχονται συνολικά σέ 6.500 στρέμματα, στήν εὐρύτερη περιοχή τῶν Σπάτων Ἀττικῆς. [829,1380,932,1398]
doctors-c2-t1: Οἱ ἀπεργοί γιατροί ζητοῦν αὔξηση τῶν ἀποδοχῶν τους, βελτίωση τῶν συνθηκῶν ἐργασίας στά νοσοκομεῖα καί τήν πρόσληψη νέου προσωπικοῦ. [316,1207,463,1225]
second-band [28,869,932,1249]
missile-headline-line-6: ΝΑΡΚΑΛΙΕΥΤΙΚΟ [33,235,138,249]
